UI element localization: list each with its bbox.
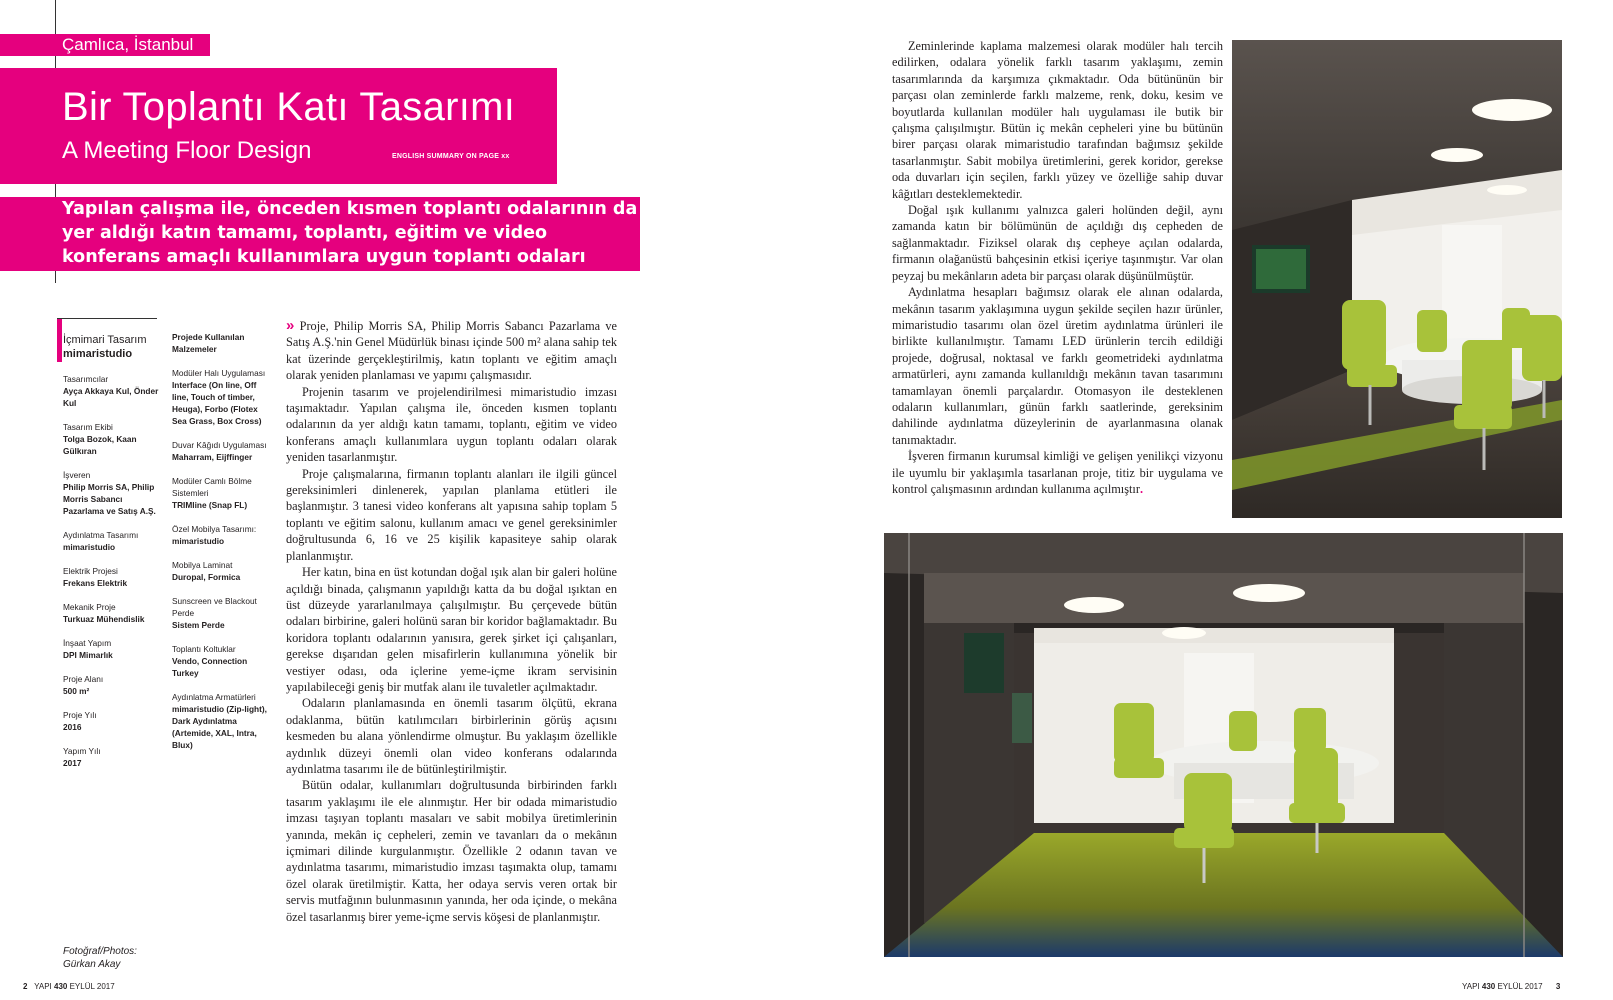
article-paragraph: Aydınlatma hesapları bağımsız olarak ele alınan odalarda, mekânın tasarım yaklaşımına uygun şekilde seçilen hazır ürünler, mimaristudio tasarımı olan özel üretim aydınlatma ürünleri ile birlikte kullanılmıştır. Tamamı LED ürünlerin tercih edildiği projede, doğrusal, noktasal ve farklı geometrideki aydınlatma armatürleri, aynı zamanda kullanıldığı mekânın tavan tasarımını tamamlayan önemli parçalardır. Otomasyon ile desteklenen odaların kullanımları, günün farklı saatlerinde, gereksinim dahilinde aydınlatma düzeylerinin de ayarlanmasına olanak tanımaktadır. [892,285,1223,447]
meeting-room-photo-illustration [1232,40,1562,518]
credit-value: mimaristudio [63,542,116,552]
article-paragraph [286,318,617,384]
article-paragraph-text: İşveren firmanın kurumsal kimliği ve gelişen yenilikçi vizyonu ile uyumlu bir yaklaşımla tasarlanan proje, titiz bir uygulama ve kontrol çalışmasının ardından kullanıma açılmıştır [892,449,1223,496]
credit-label: Özel Mobilya Tasarımı: [172,524,257,534]
credit-item [63,637,163,661]
lead-paragraph: Yapılan çalışma ile, önceden kısmen toplantı odalarının da yer aldığı katın tamamı, toplantı, eğitim ve video konferans amaçlı kullanımlara uygun toplantı odaları olarak yeniden tasarlanmıştır. [62,199,638,291]
article-paragraph: Her katın, bina en üst kotundan doğal ışık alan bir galeri holüne açıldığı binada, çalışmanın yapıldığı katta da bu doğal ışıktan en üst düzeyde yararlanılmaya çalışılmıştır. Bu çerçevede bütün odaları birbirine, galeri holünü saran bir koridor bağlamaktadır. Bu koridora toplantı odalarının yanısıra, gerek şirket içi çalışanları, gerekse dışarıdan gelen misafirlerin kullanımına yönelik bir vestiyer odası, oda içlerine yeme-içme ikram servisinin yapılabileceği geniş bir mutfak alanı ile tuvaletler açılmaktadır. [286,565,617,694]
page-number: 3 [1555,982,1561,991]
credit-label: Toplantı Koltuklar [172,644,236,654]
credit-value: TRIMline (Snap FL) [172,500,248,510]
credit-materials-header-text: Projede Kullanılan Malzemeler [172,332,245,354]
credit-label: Tasarım Ekibi [63,422,113,432]
article-paragraph: Bütün odalar, kullanımları doğrultusunda birbirinden farklı tasarım yaklaşımı ile ele alınmıştır. Her bir odada mimaristudio imzası taşıyan toplantı masaları ve sabit mobilya üretimlerinin yanında, mekân iç cepheleri, zemin ve tavanları da o mekânın içmimari dilinde kurgulanmıştır. Özellikle 2 odanın tavan ve aydınlatma tasarımı, mimaristudio imzası taşımakta olup, tamamı özel olarak üretilmiştir. Katta, her odaya servis veren ortak bir servis mutfağının bulunmasının yanında, her oda içinde, o mekâna özel tasarlanmış birer yeme-içme servis köşesi de planlanmıştır. [286,778,617,924]
credit-label: Proje Alanı [63,674,104,684]
credit-item [172,439,272,463]
credit-item [63,709,163,733]
credit-value: Duropal, Formica [172,572,241,582]
credit-label: İşveren [63,470,91,480]
credit-label: Modüler Camlı Bölme Sistemleri [172,476,252,498]
credit-item [172,691,272,751]
credit-value: mimaristudio (Zip-light), Dark Aydınlatma (Artemide, XAL, Intra, Blux) [172,704,267,750]
credit-item [172,595,272,631]
credit-item [63,601,163,625]
credit-value: Turkuaz Mühendislik [63,614,145,624]
credit-label: Aydınlatma Tasarımı [63,530,139,540]
article-paragraph: Doğal ışık kullanımı yalnızca galeri holünden değil, aynı zamanda katın bir bölümünün de açıldığı dış cepheden de sağlanmaktadır. Fiziksel olarak dış cepheye açılan odalarda, firmanın olağanüstü bahçesinin etkisi içeriye taşınmıştır. Var olan peyzaj bu mekânların adeta bir parçası olarak düşünülmüştür. [892,203,1223,283]
credit-value: Sistem Perde [172,620,225,630]
credit-item [63,673,163,697]
folio-right [1462,982,1560,992]
article-column-right [892,38,1223,497]
credit-value: mimaristudio [172,536,225,546]
meeting-room-photo-illustration [884,533,1563,957]
magazine-name: YAPI [1462,982,1480,991]
credit-value: Philip Morris SA, Philip Morris Sabancı Pazarlama ve Satış A.Ş. [63,482,156,516]
credit-value: Vendo, Connection Turkey [172,656,248,678]
folio-left [23,982,115,992]
credits-column-1 [63,333,163,781]
article-paragraph: Odaların planlamasında en önemli tasarım ölçütü, ekrana odaklanma, bütün katılımcıları birbirlerinin görüş açısını kesmeden bu alana yönlendirme olmuştur. Bu yaklaşım özellikle aydınlık düzeyi önemli olan video konferans odalarında aydınlatma tasarımı ile de bütünleştirilmiştir. [286,696,617,776]
credit-value: Frekans Elektrik [63,578,128,588]
credit-label: Yapım Yılı [63,746,101,756]
credit-label: Duvar Kâğıdı Uygulaması [172,440,267,450]
credit-item [63,333,163,361]
credit-value: Ayça Akkaya Kul, Önder Kul [63,386,159,408]
photo-meeting-room-2 [884,533,1563,957]
credit-value: 2016 [63,722,82,732]
credit-value: mimaristudio [63,348,133,360]
credit-value: Interface (On line, Off line, Touch of timber, Heuga), Forbo (Flotex Sea Grass, Box Cross) [172,380,262,426]
credit-item [172,475,272,511]
credit-label: Sunscreen ve Blackout Perde [172,596,257,618]
credit-label: Proje Yılı [63,710,97,720]
article-paragraph: Proje çalışmalarına, firmanın toplantı alanları ile ilgili güncel gereksinimleri dinlenerek, yapılan planlama etütleri ile başlanmıştır. 3 tanesi video konferans alt yapısına sahip toplam 5 toplantı ve eğitim salonu, kullanım amacı ve genel gereksinimler doğrultusunda 6, 16 ve 25 kişilik kapasiteye sahip olarak planlanmıştır. [286,466,617,563]
credit-label: İnşaat Yapım [63,638,112,648]
page-number: 2 [23,982,28,991]
article-column-middle [286,318,617,925]
credits-accent-bar [57,318,62,362]
credit-label: İçmimari Tasarım [63,334,147,346]
credit-value: DPI Mimarlık [63,650,113,660]
credit-item [63,373,163,409]
article-paragraph [892,448,1223,497]
section-start-marker: » [286,317,295,334]
credit-item [63,421,163,457]
credit-item [172,559,272,583]
credit-label: Elektrik Projesi [63,566,118,576]
credit-item [172,367,272,427]
page-subtitle-english: A Meeting Floor Design [62,137,312,164]
credit-item [63,745,163,769]
article-paragraph: Projenin tasarım ve projelendirilmesi mimaristudio imzası taşımaktadır. Yapılan çalışma ile, önceden kısmen toplantı odalarının da yer aldığı katın tamamı, toplantı, eğitim ve video konferans amaçlı kullanımlara uygun toplantı odaları olarak yeniden tasarlanmıştır. [286,384,617,465]
credit-value: Tolga Bozok, Kaan Gülkıran [63,434,137,456]
credit-label: Mobilya Laminat [172,560,233,570]
credit-label: Modüler Halı Uygulaması [172,368,266,378]
credit-item [63,469,163,517]
credit-item [63,565,163,589]
credit-item [172,523,272,547]
issue-date: EYLÜL 2017 [1497,982,1543,991]
credit-label: Mekanik Proje [63,602,116,612]
issue-number: 430 [1481,982,1496,991]
credit-value: 500 m² [63,686,90,696]
issue-number: 430 [54,982,68,991]
credit-value: 2017 [63,758,82,768]
credit-item [172,643,272,679]
magazine-name: YAPI [34,982,52,991]
credit-value: Maharram, Eijffinger [172,452,253,462]
credit-label: Tasarımcılar [63,374,109,384]
location-tag: Çamlıca, İstanbul [0,34,210,56]
credit-label: Aydınlatma Armatürleri [172,692,256,702]
credit-item [63,529,163,553]
end-mark: . [1139,481,1144,496]
article-paragraph-text: Proje, Philip Morris SA, Philip Morris Sabancı Pazarlama ve Satış A.Ş.'nin Genel Müdürlük binası içinde 500 m² alana sahip tek kat üzerinde gerçekleştirilmiş, katın toplantı ve eğitim amaçlı olarak yeniden planlaması ve yapımı çalışmasıdır. [286,319,617,383]
page-title: Bir Toplantı Katı Tasarımı [62,85,516,129]
photo-meeting-room-1 [1232,40,1562,518]
credits-top-rule [57,318,157,319]
credit-materials-header [172,331,272,355]
credits-column-2 [172,331,272,763]
english-summary-note: ENGLISH SUMMARY ON PAGE xx [392,153,510,160]
article-paragraph: Zeminlerinde kaplama malzemesi olarak modüler halı tercih edilirken, odalara yönelik farklı tasarım yaklaşımı, zemin tasarımlarında da karşımıza çıkmaktadır. Oda bütününün bir parçası olan zeminlerde farklı malzeme, renk, doku, kesim ve boyutlarda kullanılan modüler halı uygulaması ile butik bir çalışma çalışılmıştır. Bütün iç mekân cepheleri yine bu bütünün birer parçası olarak mimaristudio tarafından bağımsız şekilde tasarlanmıştır. Sabit mobilya üretimlerini, gerek koridor, gerekse oda duvarları için seçilen, farklı yüzey ve özelliğe sahip duvar kâğıtları desteklemektedir. [892,39,1223,201]
issue-date: EYLÜL 2017 [69,982,115,991]
photo-credit: Fotoğraf/Photos: Gürkan Akay [63,946,137,970]
